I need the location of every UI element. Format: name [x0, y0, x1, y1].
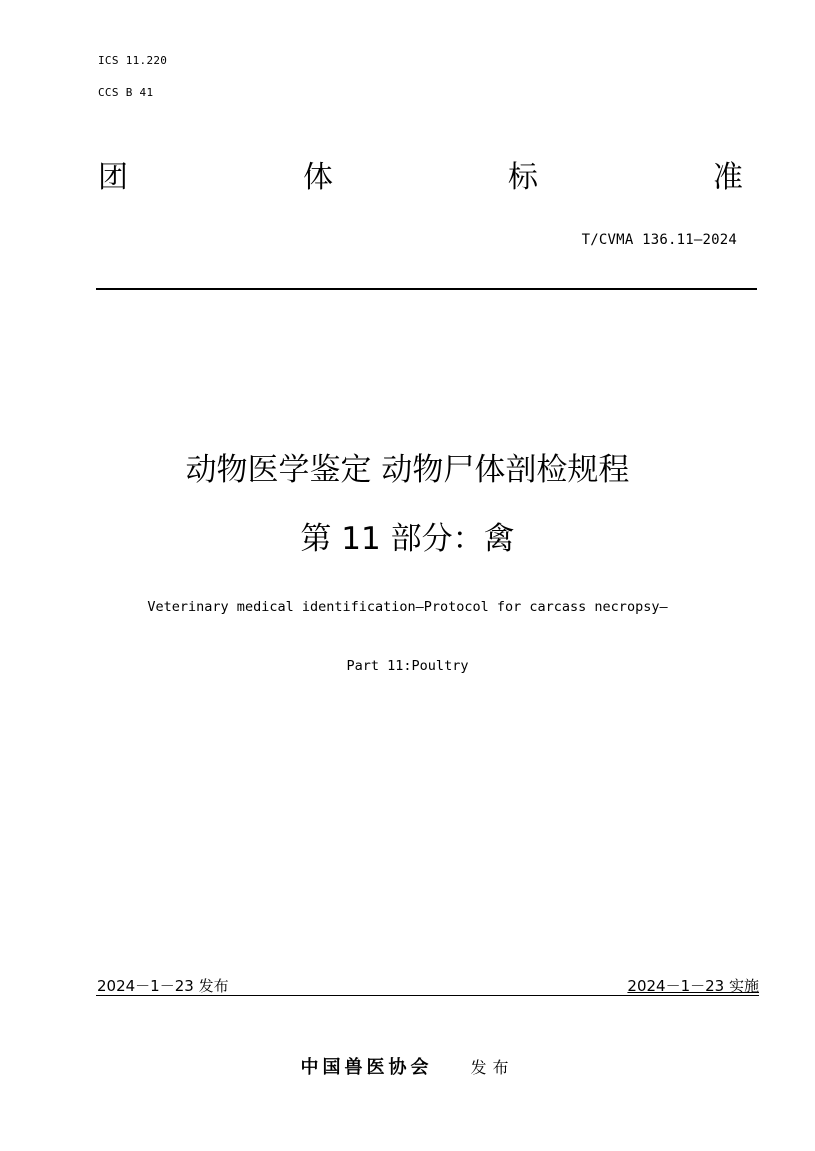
publisher-organization: 中国兽医协会 [300, 1057, 433, 1078]
standard-type-char: 团 [98, 160, 128, 195]
standard-type-char: 准 [713, 160, 743, 195]
standard-type-heading [98, 158, 743, 198]
title-chinese-part: 第 11 部分：禽 [300, 521, 515, 557]
effective-date: 2024－1－23 实施 [627, 977, 759, 995]
standard-type-char: 标 [508, 160, 538, 195]
ics-code: ICS 11.220 [98, 54, 168, 67]
ccs-code: CCS B 41 [98, 86, 154, 99]
issue-date: 2024－1－23 发布 [97, 977, 229, 995]
publisher-action: 发布 [470, 1058, 515, 1077]
standard-number: T/CVMA 136.11—2024 [581, 232, 737, 248]
publisher-line [0, 1055, 815, 1081]
title-english-part: Part 11:Poultry [346, 658, 469, 674]
title-english-main: Veterinary medical identification—Protocol for carcass necropsy— [147, 599, 668, 615]
standard-type-char: 体 [303, 160, 333, 195]
title-chinese-main: 动物医学鉴定 动物尸体剖检规程 [185, 452, 630, 488]
date-divider [96, 995, 759, 996]
header-divider [96, 288, 757, 290]
